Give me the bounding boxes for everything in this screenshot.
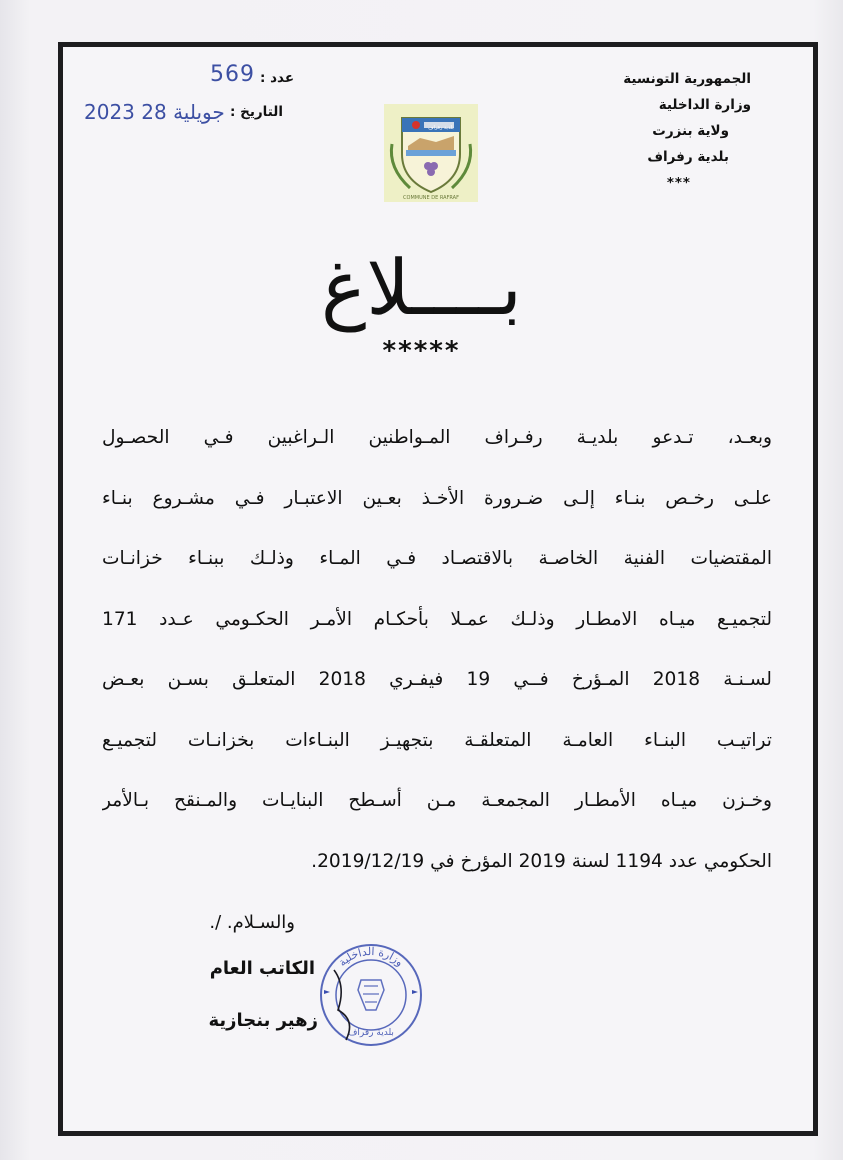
body-line: وبعـد، تـدعو بلديـة رفـراف المـواطنين الـراغبين فـي الحصـول bbox=[102, 427, 772, 448]
number-label: عدد : bbox=[260, 70, 295, 86]
signatory-title: الكاتب العام bbox=[209, 958, 315, 979]
letterhead-right bbox=[581, 66, 751, 196]
emblem-footer-text: COMMUNE DE RAFRAF bbox=[403, 195, 459, 201]
title-stars: ***** bbox=[382, 336, 461, 366]
body-line: تراتيـب البنـاء العامـة المتعلقـة بتجهيـز البنـاءات بخزانـات لتجميـع bbox=[102, 729, 772, 751]
body-line: لتجميـع ميـاه الامطـار وذلـك عمـلا بأحكـام الأمـر الحكـومي عـدد 171 bbox=[102, 608, 772, 630]
date-value: 2023 جويلية 28 bbox=[84, 100, 225, 124]
emblem-banner-text: بلدية رفراف bbox=[428, 125, 454, 131]
date-label: التاريخ : bbox=[230, 104, 283, 120]
ministry-name: وزارة الداخلية bbox=[658, 97, 751, 113]
republic-name: الجمهورية التونسية bbox=[623, 71, 751, 87]
body-line: المقتضيات الفنية الخاصـة بالاقتصـاد فـي المـاء وذلـك ببنـاء خزانـات bbox=[102, 548, 772, 569]
municipality-emblem-icon bbox=[384, 104, 478, 202]
stamp-bottom-text: بلدية رفراف bbox=[348, 1028, 394, 1038]
body-line: الحكومي عدد 1194 لسنة 2019 المؤرخ في 2019/12/19. bbox=[311, 850, 772, 872]
municipality-name: بلدية رفراف bbox=[647, 149, 729, 165]
governorate-name: ولاية بنزرت bbox=[652, 123, 729, 139]
signatory-name: زهير بنجازية bbox=[208, 1010, 318, 1031]
official-stamp-icon bbox=[316, 940, 426, 1050]
notice-title: بــــلاغ bbox=[321, 243, 522, 332]
svg-text:وزارة الداخلية bbox=[336, 945, 406, 969]
body-line: علـى رخـص بنـاء إلـى ضـرورة الأخـذ بعـين الاعتبـار فـي مشـروع بنـاء bbox=[102, 487, 772, 509]
stamp-ring-text: وزارة الداخلية bbox=[335, 944, 407, 970]
number-value: 569 bbox=[210, 62, 255, 87]
body-line: لسـنـة 2018 المـؤرخ فــي 19 فيفـري 2018 المتعلـق بسـن بعـض bbox=[102, 669, 772, 690]
notice-body bbox=[102, 418, 772, 902]
body-line: وخـزن ميـاه الأمطـار المجمعـة مـن أسـطح البنايـات والمـنقح بـالأمر bbox=[102, 790, 772, 811]
letterhead-stars: *** bbox=[666, 175, 691, 191]
closing-salutation: والسـلام. /. bbox=[209, 912, 295, 933]
